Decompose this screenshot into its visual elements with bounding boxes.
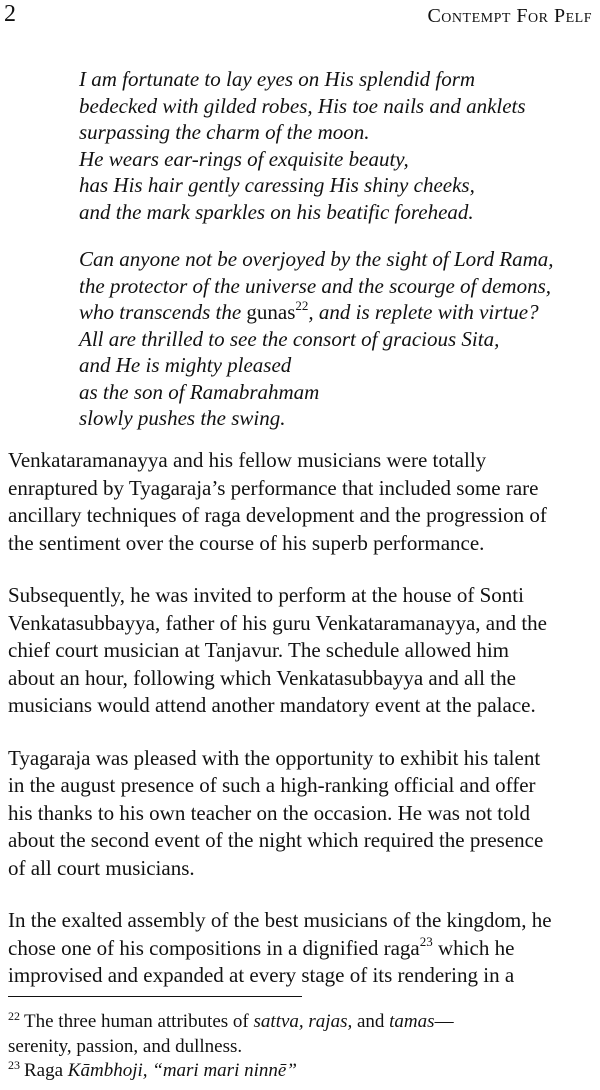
footnote-term: tamas (389, 1011, 435, 1032)
text-line: enraptured by Tyagaraja’s performance that included some rare (8, 475, 539, 500)
poem-line: as the son of Ramabrahmam (79, 379, 320, 404)
text-line: about an hour, following which Venkatasubbayya and all the (8, 665, 516, 690)
paragraph-2 (8, 582, 598, 720)
poem-stanza-1 (79, 66, 594, 225)
text-line: chief court musician at Tanjavur. The schedule allowed him (8, 638, 510, 662)
footnote-22 (8, 1010, 598, 1059)
poem-line: and the mark sparkles on his beatific forehead. (79, 199, 474, 224)
poem-line: I am fortunate to lay eyes on His splendid form (79, 67, 476, 91)
poem-line (79, 299, 594, 326)
poem-line: He wears ear-rings of exquisite beauty, (79, 146, 409, 171)
footnote-line: serenity, passion, and dullness. (8, 1036, 243, 1057)
body-text (8, 447, 598, 1015)
text-line: In the exalted assembly of the best musicians of the kingdom, he (8, 908, 552, 932)
text-line: improvised and expanded at every stage of its rendering in a (8, 963, 515, 987)
page-header (0, 0, 600, 40)
poem-line: All are thrilled to see the consort of gracious Sita, (79, 326, 500, 351)
gunas-term: gunas (246, 300, 296, 324)
text-segment: chose one of his compositions in a dignified raga (8, 935, 420, 960)
footnote-text: The three human attributes of (24, 1011, 254, 1032)
text-line: in the august presence of such a high-ranking official and offer (8, 773, 536, 797)
text-line: of all court musicians. (8, 855, 195, 880)
footnotes (8, 1010, 598, 1084)
poem-line: surpassing the charm of the moon. (79, 120, 370, 144)
footnote-text: and (352, 1011, 390, 1032)
paragraph-4 (8, 907, 598, 990)
footnote-term: Kāmbhoji, (67, 1060, 148, 1081)
text-line: Venkataramanayya and his fellow musicians were totally (8, 448, 487, 472)
text-line: his thanks to his own teacher on the occasion. He was not told (8, 800, 530, 825)
text-line: about the second event of the night which required the presence (8, 828, 544, 852)
poem-text: , and is replete with virtue? (308, 300, 539, 324)
text-line: Tyagaraja was pleased with the opportunity to exhibit his talent (8, 745, 541, 770)
poem (79, 66, 594, 453)
poem-line: the protector of the universe and the scourge of demons, (79, 273, 552, 298)
footnote-divider (8, 996, 302, 997)
poem-line: and He is mighty pleased (79, 353, 292, 377)
poem-line: has His hair gently caressing His shiny cheeks, (79, 173, 475, 197)
poem-line: Can anyone not be overjoyed by the sight of Lord Rama, (79, 247, 554, 271)
text-line: Venkatasubbayya, father of his guru Venkataramanayya, and the (8, 610, 547, 635)
footnote-line (8, 1059, 598, 1084)
footnote-text: — (434, 1011, 454, 1032)
footnote-text: Raga (24, 1060, 68, 1081)
poem-line: bedecked with gilded robes, His toe nails and anklets (79, 93, 526, 118)
poem-line: slowly pushes the swing. (79, 406, 286, 430)
text-line (8, 935, 598, 963)
poem-stanza-2 (79, 246, 594, 432)
page-number: 2 (4, 1, 16, 27)
text-line: ancillary techniques of raga development and the progression of (8, 503, 547, 527)
text-line: the sentiment over the course of his superb performance. (8, 530, 485, 555)
footnote-quote: “mari mari ninnē” (152, 1060, 297, 1081)
footnote-ref-22: 22 (295, 298, 309, 313)
footnote-23 (8, 1059, 598, 1084)
paragraph-1 (8, 447, 598, 557)
footnote-term: sattva, rajas, (253, 1011, 353, 1032)
footnote-number: 23 (8, 1058, 20, 1072)
paragraph-3 (8, 745, 598, 883)
footnote-number: 22 (8, 1009, 20, 1023)
running-head: Contempt For Pelf (427, 5, 592, 27)
text-segment: which he (432, 935, 515, 960)
text-line: musicians would attend another mandatory event at the palace. (8, 693, 536, 717)
text-line: Subsequently, he was invited to perform at the house of Sonti (8, 583, 524, 607)
poem-text: who transcends the (79, 300, 247, 324)
footnote-line (8, 1010, 598, 1035)
footnote-ref-23: 23 (419, 933, 433, 949)
